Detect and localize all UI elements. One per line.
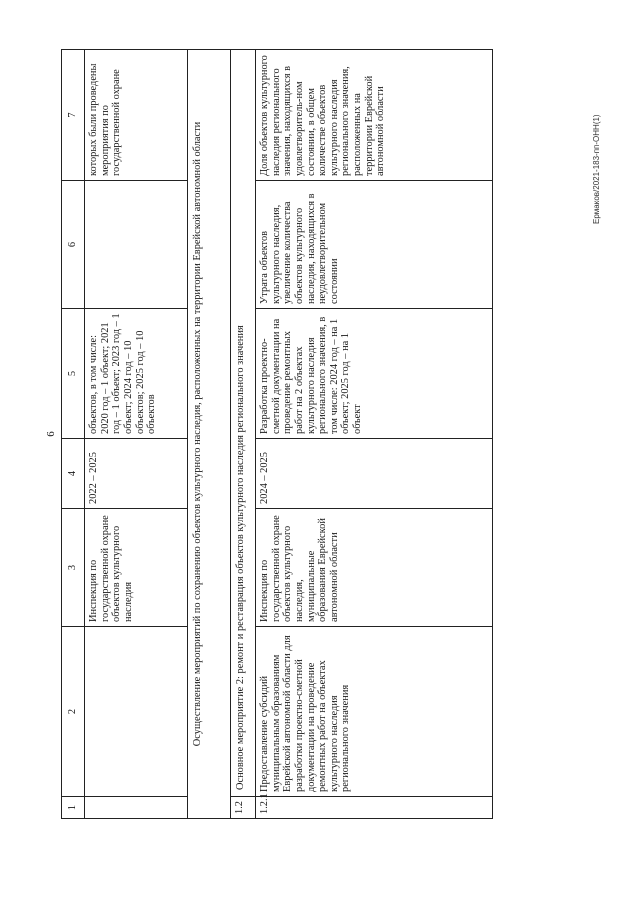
table-cell: 2022 – 2025 bbox=[85, 439, 188, 509]
section-row bbox=[188, 50, 231, 819]
table-cell bbox=[85, 181, 188, 309]
table-cell: 1.2.1 bbox=[256, 797, 493, 819]
table-row bbox=[85, 50, 188, 819]
header-cell: 2 bbox=[62, 627, 85, 797]
header-cell: 7 bbox=[62, 50, 85, 181]
table-cell: объектов, в том числе: 2020 год – 1 объект; 2021 год – 1 объект; 2023 год – 1 объект; 2024 год – 10 объектов; 2025 год – 10 объектов bbox=[85, 309, 188, 439]
document-code-text: Ермаков/2021-183-пп-ОНН(1) bbox=[592, 114, 601, 224]
header-cell: 5 bbox=[62, 309, 85, 439]
table-cell bbox=[85, 797, 188, 819]
header-row bbox=[62, 50, 85, 819]
table-cell: Инспекция по государственной охране объектов культурного наследия bbox=[85, 509, 188, 627]
subsection-title: Основное мероприятие 2: ремонт и реставрация объектов культурного наследия регионального значения bbox=[231, 50, 256, 797]
measures-table bbox=[61, 49, 493, 819]
table-row bbox=[256, 50, 493, 819]
table-cell: 2024 – 2025 bbox=[256, 439, 493, 509]
table-cell bbox=[85, 627, 188, 797]
landscape-page bbox=[61, 50, 599, 819]
subsection-row bbox=[231, 50, 256, 819]
table-cell: Предоставление субсидий муниципальным образованиям Еврейской автономной области для разработки проектно-сметной документации на проведение ремонтных работ на объектах культурного наследия регионального значения bbox=[256, 627, 493, 797]
rotated-table-area bbox=[61, 50, 599, 819]
section-title: Осуществление мероприятий по сохранению объектов культурного наследия, расположенных на территории Еврейской автономной области bbox=[188, 50, 231, 819]
table-cell: Доля объектов культурного наследия регионального значения, находящихся в удовлетворитель-ном состоянии, в общем количестве объектов культурного наследия регионального значения, расположенных на территории Еврейской автономной области bbox=[256, 50, 493, 181]
table-cell: Инспекция по государственной охране объектов культурного наследия, муниципальные образования Еврейской автономной области bbox=[256, 509, 493, 627]
header-cell: 3 bbox=[62, 509, 85, 627]
subsection-number: 1.2 bbox=[231, 797, 256, 819]
header-cell: 4 bbox=[62, 439, 85, 509]
table-cell: Утрата объектов культурного наследия, увеличение количества объектов культурного наследия, находящихся в неудовлетворительном состоянии bbox=[256, 181, 493, 309]
header-cell: 1 bbox=[62, 797, 85, 819]
header-cell: 6 bbox=[62, 181, 85, 309]
table-cell: Разработка проектно-сметной документации на проведение ремонтных работ на 2 объектах культурного наследия регионального значения, в том числе: 2024 год – на 1 объект; 2025 год – на 1 объект bbox=[256, 309, 493, 439]
page-number: 6 bbox=[44, 431, 57, 437]
table-cell: которых были проведены мероприятия по государственной охране bbox=[85, 50, 188, 181]
